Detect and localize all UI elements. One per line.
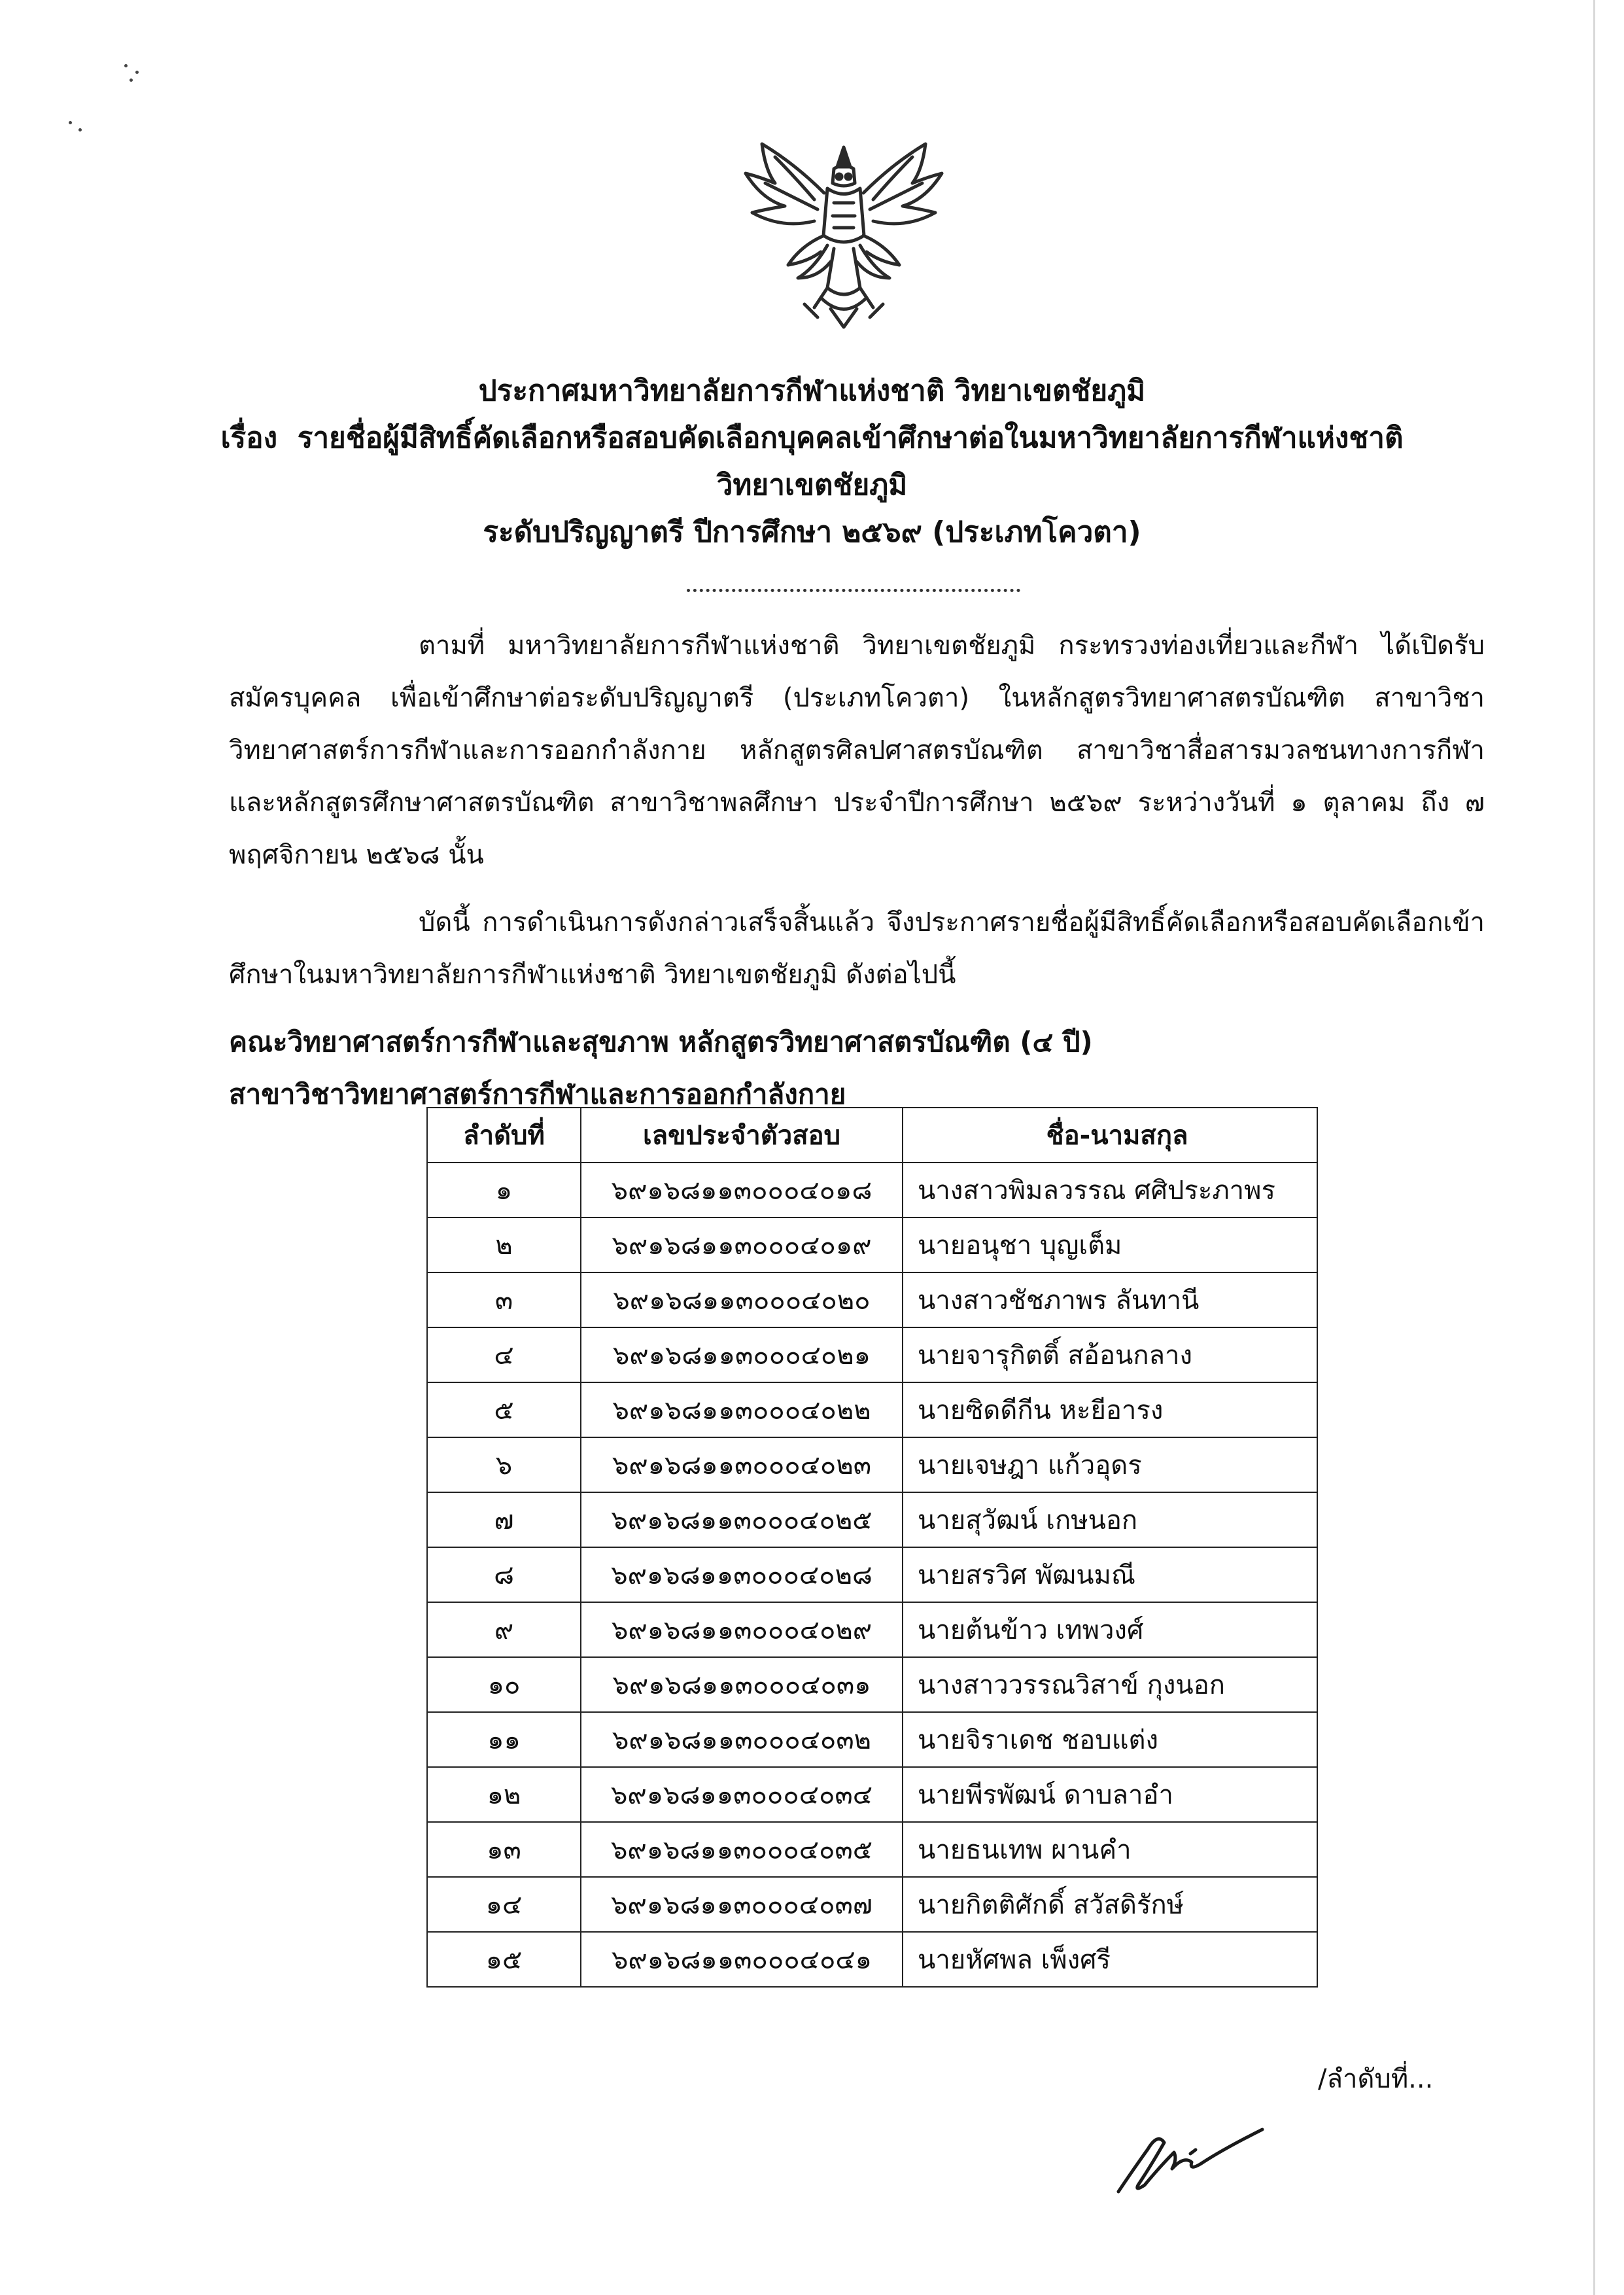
table-row — [427, 1932, 1317, 1987]
table-row — [427, 1602, 1317, 1657]
table-row — [427, 1657, 1317, 1712]
row-number: ๑๑ — [427, 1712, 581, 1767]
major-heading: สาขาวิชาวิทยาศาสตร์การกีฬาและการออกกำลังกาย — [229, 1078, 846, 1110]
table-row — [427, 1327, 1317, 1382]
row-exam-id: ๖๙๑๖๘๑๑๓๐๐๐๔๐๓๒ — [581, 1712, 903, 1767]
table-row — [427, 1712, 1317, 1767]
row-exam-id: ๖๙๑๖๘๑๑๓๐๐๐๔๐๒๐ — [581, 1272, 903, 1327]
table-row — [427, 1822, 1317, 1877]
signature-initials-icon — [1112, 2094, 1269, 2198]
table-row — [427, 1767, 1317, 1822]
row-name: นายต้นข้าว เทพวงศ์ — [903, 1602, 1317, 1657]
row-exam-id: ๖๙๑๖๘๑๑๓๐๐๐๔๐๔๑ — [581, 1932, 903, 1987]
announcement-title: ประกาศมหาวิทยาลัยการกีฬาแห่งชาติ วิทยาเขตชัยภูมิ — [478, 374, 1146, 408]
subject-label: เรื่อง — [220, 421, 278, 455]
row-name: นายหัศพล เพ็งศรี — [903, 1932, 1317, 1987]
row-number: ๑๐ — [427, 1657, 581, 1712]
row-number: ๓ — [427, 1272, 581, 1327]
row-number: ๑๕ — [427, 1932, 581, 1987]
row-name: นายจิราเดช ชอบแต่ง — [903, 1712, 1317, 1767]
body-paragraph-1: ตามที่ มหาวิทยาลัยการกีฬาแห่งชาติ วิทยาเขตชัยภูมิ กระทรวงท่องเที่ยวและกีฬา ได้เปิดรับสมัครบุคคล เพื่อเข้าศึกษาต่อระดับปริญญาตรี (ประเภทโควตา) ในหลักสูตรวิทยาศาสตรบัณฑิต สาขาวิชาวิทยาศาสตร์การกีฬาและการออกกำลังกาย หลักสูตรศิลปศาสตรบัณฑิต สาขาวิชาสื่อสารมวลชนทางการกีฬา และหลักสูตรศึกษาศาสตรบัณฑิต สาขาวิชาพลศึกษา ประจำปีการศึกษา ๒๕๖๙ ระหว่างวันที่ ๑ ตุลาคม ถึง ๗ พฤศจิกายน ๒๕๖๘ นั้น — [229, 631, 1485, 870]
dotted-divider — [687, 589, 1020, 592]
row-exam-id: ๖๙๑๖๘๑๑๓๐๐๐๔๐๒๘ — [581, 1547, 903, 1602]
row-name: นางสาวชัชภาพร ลันทานี — [903, 1272, 1317, 1327]
scan-speck — [130, 79, 133, 82]
table-row — [427, 1382, 1317, 1437]
column-header-name: ชื่อ-นามสกุล — [903, 1108, 1317, 1163]
row-name: นางสาวพิมลวรรณ ศศิประภาพร — [903, 1163, 1317, 1218]
row-name: นายธนเทพ ผานคำ — [903, 1822, 1317, 1877]
scan-speck — [135, 71, 139, 74]
row-number: ๑๔ — [427, 1877, 581, 1932]
announcement-level: ระดับปริญญาตรี ปีการศึกษา ๒๕๖๙ (ประเภทโควตา) — [483, 516, 1141, 549]
subject-text: รายชื่อผู้มีสิทธิ์คัดเลือกหรือสอบคัดเลือกบุคคลเข้าศึกษาต่อในมหาวิทยาลัยการกีฬาแห่งชาติ — [297, 421, 1404, 455]
row-number: ๘ — [427, 1547, 581, 1602]
row-name: นายสุวัฒน์ เกษนอก — [903, 1492, 1317, 1547]
table-row — [427, 1492, 1317, 1547]
table-row — [427, 1877, 1317, 1932]
table-row — [427, 1547, 1317, 1602]
row-name: นายพีรพัฒน์ ดาบลาอำ — [903, 1767, 1317, 1822]
row-name: นายจารุกิตติ์ สอ้อนกลาง — [903, 1327, 1317, 1382]
scan-speck — [124, 64, 128, 67]
faculty-heading: คณะวิทยาศาสตร์การกีฬาและสุขภาพ หลักสูตรวิทยาศาสตรบัณฑิต (๔ ปี) — [229, 1026, 1093, 1058]
row-exam-id: ๖๙๑๖๘๑๑๓๐๐๐๔๐๒๓ — [581, 1437, 903, 1492]
scan-speck — [69, 121, 72, 124]
row-number: ๙ — [427, 1602, 581, 1657]
row-number: ๕ — [427, 1382, 581, 1437]
table-row — [427, 1218, 1317, 1272]
row-exam-id: ๖๙๑๖๘๑๑๓๐๐๐๔๐๒๑ — [581, 1327, 903, 1382]
page-edge-shadow — [1593, 0, 1595, 2295]
scan-speck — [78, 128, 82, 131]
row-name: นายอนุชา บุญเต็ม — [903, 1218, 1317, 1272]
row-name: นายซิดดีกีน หะยีอารง — [903, 1382, 1317, 1437]
announcement-subject — [0, 419, 1624, 458]
table-row — [427, 1272, 1317, 1327]
column-header-exam-id: เลขประจำตัวสอบ — [581, 1108, 903, 1163]
table-row — [427, 1437, 1317, 1492]
column-header-number: ลำดับที่ — [427, 1108, 581, 1163]
garuda-emblem-icon — [736, 137, 952, 334]
row-number: ๑๒ — [427, 1767, 581, 1822]
row-number: ๗ — [427, 1492, 581, 1547]
row-exam-id: ๖๙๑๖๘๑๑๓๐๐๐๔๐๓๔ — [581, 1767, 903, 1822]
candidate-table — [426, 1107, 1318, 1988]
row-exam-id: ๖๙๑๖๘๑๑๓๐๐๐๔๐๒๒ — [581, 1382, 903, 1437]
continued-marker: /ลำดับที่... — [1318, 2064, 1434, 2094]
row-exam-id: ๖๙๑๖๘๑๑๓๐๐๐๔๐๓๕ — [581, 1822, 903, 1877]
announcement-campus: วิทยาเขตชัยภูมิ — [716, 468, 908, 502]
table-row — [427, 1163, 1317, 1218]
row-name: นายเจษฎา แก้วอุดร — [903, 1437, 1317, 1492]
row-exam-id: ๖๙๑๖๘๑๑๓๐๐๐๔๐๓๗ — [581, 1877, 903, 1932]
row-exam-id: ๖๙๑๖๘๑๑๓๐๐๐๔๐๒๕ — [581, 1492, 903, 1547]
table-header-row — [427, 1108, 1317, 1163]
row-name: นางสาววรรณวิสาข์ กุงนอก — [903, 1657, 1317, 1712]
row-number: ๑๓ — [427, 1822, 581, 1877]
body-paragraph-2: บัดนี้ การดำเนินการดังกล่าวเสร็จสิ้นแล้ว จึงประกาศรายชื่อผู้มีสิทธิ์คัดเลือกหรือสอบคัดเลือกเข้าศึกษาในมหาวิทยาลัยการกีฬาแห่งชาติ วิทยาเขตชัยภูมิ ดังต่อไปนี้ — [229, 907, 1485, 990]
row-exam-id: ๖๙๑๖๘๑๑๓๐๐๐๔๐๑๙ — [581, 1218, 903, 1272]
row-number: ๒ — [427, 1218, 581, 1272]
row-number: ๑ — [427, 1163, 581, 1218]
row-exam-id: ๖๙๑๖๘๑๑๓๐๐๐๔๐๑๘ — [581, 1163, 903, 1218]
row-number: ๖ — [427, 1437, 581, 1492]
row-number: ๔ — [427, 1327, 581, 1382]
row-name: นายสรวิศ พัฒนมณี — [903, 1547, 1317, 1602]
row-exam-id: ๖๙๑๖๘๑๑๓๐๐๐๔๐๓๑ — [581, 1657, 903, 1712]
row-exam-id: ๖๙๑๖๘๑๑๓๐๐๐๔๐๒๙ — [581, 1602, 903, 1657]
row-name: นายกิตติศักดิ์ สวัสดิรักษ์ — [903, 1877, 1317, 1932]
